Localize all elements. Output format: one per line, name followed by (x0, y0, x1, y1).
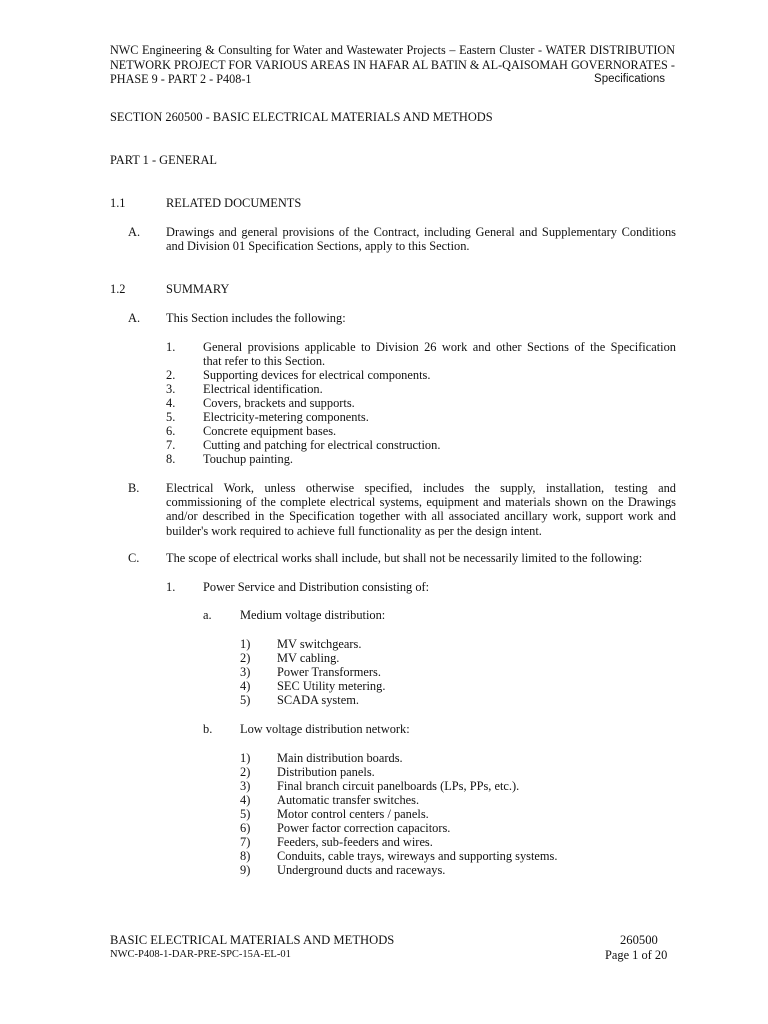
sublist-item-text: Feeders, sub-feeders and wires. (277, 835, 433, 849)
list-item-text: Power Service and Distribution consisting of: (203, 580, 430, 594)
list-item-number: 3. (166, 382, 176, 396)
sublist-item-text: Motor control centers / panels. (277, 807, 429, 821)
header-line-1: NWC Engineering & Consulting for Water and Wastewater Projects – Eastern Cluster - WATER DISTRIBUTION (110, 43, 675, 57)
sublist-title: Medium voltage distribution: (240, 608, 386, 622)
list-item-text: Supporting devices for electrical components. (203, 368, 431, 382)
sublist-item-text: Distribution panels. (277, 765, 375, 779)
list-item-number: 4. (166, 396, 176, 410)
list-item-text: Cutting and patching for electrical construction. (203, 438, 441, 452)
footer-page-number: Page 1 of 20 (605, 948, 668, 962)
sublist-label: a. (203, 608, 212, 622)
sublist-item-text: Conduits, cable trays, wireways and supporting systems. (277, 849, 558, 863)
article-1-2-a-text: This Section includes the following: (166, 311, 346, 325)
header-spec-label: Specifications (594, 73, 665, 85)
header-line-3: PHASE 9 - PART 2 - P408-1 (110, 72, 252, 86)
sublist-item-text: Final branch circuit panelboards (LPs, PPs, etc.). (277, 779, 520, 793)
sublist-item-number: 3) (240, 779, 251, 793)
sublist-item-number: 2) (240, 651, 251, 665)
section-title: SECTION 260500 - BASIC ELECTRICAL MATERIALS AND METHODS (110, 110, 493, 124)
sublist-item-text: Main distribution boards. (277, 751, 403, 765)
footer-title: BASIC ELECTRICAL MATERIALS AND METHODS (110, 933, 395, 947)
sublist-label: b. (203, 722, 213, 736)
list-item-text: Electrical identification. (203, 382, 323, 396)
sublist-item-text: Power Transformers. (277, 665, 381, 679)
article-1-2-c-text: The scope of electrical works shall include, but shall not be necessarily limited to the following: (166, 551, 643, 565)
sublist-item-number: 9) (240, 863, 251, 877)
sublist-item-number: 1) (240, 637, 251, 651)
sublist-item-number: 5) (240, 807, 251, 821)
sublist-item-number: 2) (240, 765, 251, 779)
sublist-item-number: 4) (240, 793, 251, 807)
sublist-item-text: Underground ducts and raceways. (277, 863, 446, 877)
sublist-title: Low voltage distribution network: (240, 722, 410, 736)
list-item-line: that refer to this Section. (203, 354, 326, 369)
sublist-item-text: Power factor correction capacitors. (277, 821, 451, 835)
article-1-2-title: SUMMARY (166, 282, 230, 296)
article-1-1-a-label: A. (128, 225, 141, 239)
header-line-3-row (110, 72, 675, 87)
page-header (110, 43, 675, 87)
list-item-number: 1. (166, 340, 176, 354)
article-1-1-title: RELATED DOCUMENTS (166, 196, 302, 210)
article-1-2-a-label: A. (128, 311, 141, 325)
list-item-text: Covers, brackets and supports. (203, 396, 355, 410)
footer-doc-code: NWC-P408-1-DAR-PRE-SPC-15A-EL-01 (110, 949, 291, 960)
list-item-text: Electricity-metering components. (203, 410, 369, 424)
list-item-number: 2. (166, 368, 176, 382)
list-item-number: 7. (166, 438, 176, 452)
header-line-2: NETWORK PROJECT FOR VARIOUS AREAS IN HAFAR AL BATIN & AL-QAISOMAH GOVERNORATES - (110, 57, 675, 72)
sublist-item-number: 5) (240, 693, 251, 707)
sublist-item-number: 6) (240, 821, 251, 835)
sublist-item-text: MV cabling. (277, 651, 340, 665)
list-item-number: 1. (166, 580, 176, 594)
sublist-item-text: SEC Utility metering. (277, 679, 386, 693)
sublist-item-number: 8) (240, 849, 251, 863)
sublist-item-number: 3) (240, 665, 251, 679)
footer-section-number: 260500 (620, 933, 658, 947)
article-1-2-number: 1.2 (110, 282, 126, 296)
sublist-item-number: 4) (240, 679, 251, 693)
article-1-1-number: 1.1 (110, 196, 126, 210)
article-1-2-b-text: Electrical Work, unless otherwise specified, includes the supply, installation, testing and commissioning of the complete electrical systems, equipment and materials shown on the Drawings and/or described in the Specification together with all associated ancillary work, support work and builder's work required to achieve full functionality as per the design intent. (166, 481, 676, 538)
list-item-text (203, 340, 676, 368)
sublist-item-number: 1) (240, 751, 251, 765)
sublist-item-number: 7) (240, 835, 251, 849)
list-item-number: 6. (166, 424, 176, 438)
list-item-number: 5. (166, 410, 176, 424)
article-1-1-a-text: Drawings and general provisions of the Contract, including General and Supplementary Conditions and Division 01 Specification Sections, apply to this Section. (166, 225, 676, 254)
list-item-number: 8. (166, 452, 176, 466)
article-1-2-b-label: B. (128, 481, 140, 495)
sublist-item-text: Automatic transfer switches. (277, 793, 420, 807)
part-heading: PART 1 - GENERAL (110, 153, 217, 167)
sublist-item-text: MV switchgears. (277, 637, 362, 651)
list-item-text: Concrete equipment bases. (203, 424, 337, 438)
list-item-line: General provisions applicable to Division 26 work and other Sections of the Specification (203, 340, 676, 354)
article-1-2-c-label: C. (128, 551, 140, 565)
list-item-text: Touchup painting. (203, 452, 293, 466)
sublist-item-text: SCADA system. (277, 693, 359, 707)
